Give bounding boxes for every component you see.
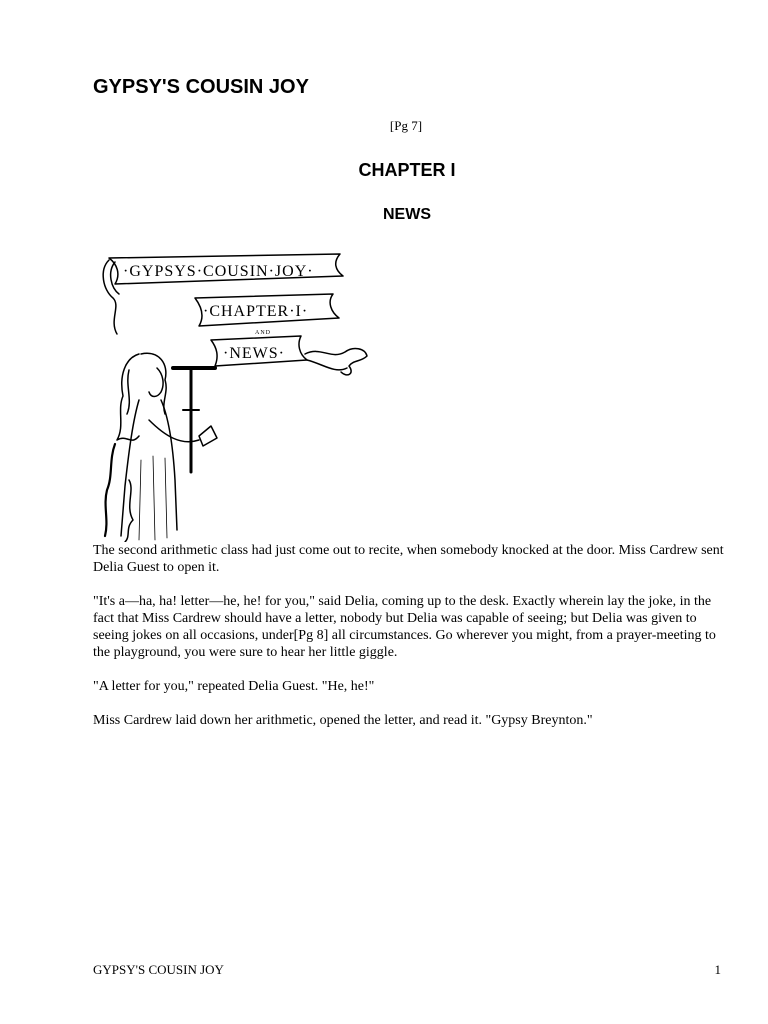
chapter-body [93, 542, 733, 746]
paragraph: The second arithmetic class had just come out to recite, when somebody knocked at the door. Miss Cardrew sent Delia Guest to open it. [93, 543, 724, 575]
footer-title: GYPSY'S COUSIN JOY [93, 962, 224, 977]
page-marker: [Pg 7] [389, 118, 423, 133]
paragraph: "It's a—ha, ha! letter—he, he! for you," said Delia, coming up to the desk. Exactly wherein lay the joke, in the fact that Miss Cardrew should have a letter, nobody but Delia was capable of seeing; but Delia was given to seeing jokes on all occasions, under[Pg 8] all circumstances. Go wherever you might, from a prayer-meeting to the playground, you were sure to hear her little giggle. [93, 594, 716, 660]
chapter-subtitle: NEWS [383, 206, 431, 223]
footer-page-number: 1 [714, 962, 721, 977]
banner-text-1: ·GYPSYS·COUSIN·JOY· [123, 263, 314, 280]
chapter-heading: CHAPTER I [358, 160, 456, 180]
paragraph: Miss Cardrew laid down her arithmetic, opened the letter, and read it. "Gypsy Breynton." [93, 713, 593, 728]
book-title: GYPSY'S COUSIN JOY [93, 76, 309, 98]
paragraph: "A letter for you," repeated Delia Guest. "He, he!" [93, 679, 375, 694]
banner-text-3: ·NEWS· [223, 345, 285, 362]
banner-small-text: AND [255, 330, 271, 336]
banner-text-2: ·CHAPTER·I· [203, 303, 309, 320]
chapter-illustration [95, 250, 375, 542]
